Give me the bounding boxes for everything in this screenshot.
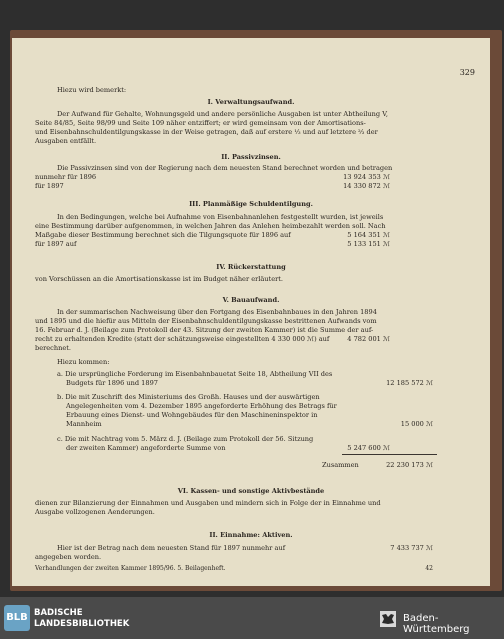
amount: 13 924 353 ℳ: [343, 173, 390, 181]
document-page: [12, 38, 490, 586]
body-line: Ausgabe vollzogenen Aenderungen.: [35, 508, 155, 516]
amount: 12 185 572 ℳ: [386, 379, 433, 387]
body-line: dienen zur Bilanzierung der Einnahmen und Ausgaben und mindern sich in Folge der in Einnahme und: [35, 499, 381, 507]
item-line: Mannheim: [66, 420, 102, 428]
body-line: für 1897 auf: [35, 240, 77, 248]
library-name-line-1: BADISCHE: [34, 608, 83, 618]
section-heading: II. Einnahme: Aktiven.: [209, 531, 293, 539]
section-heading: IV. Rückerstattung: [216, 263, 286, 271]
page-number: 329: [459, 68, 475, 77]
total-amount: 22 230 173 ℳ: [386, 461, 433, 469]
total-label: Zusammen: [322, 461, 359, 469]
section-heading: II. Passivzinsen.: [221, 153, 281, 161]
amount: 5 133 151 ℳ: [347, 240, 390, 248]
item-line: b. Die mit Zuschrift des Ministeriums des Großh. Hauses und der auswärtigen: [57, 393, 320, 401]
item-line: Angelegenheiten vom 4. Dezember 1895 angeforderte Erhöhung des Betrags für: [66, 402, 337, 410]
library-name-line-2: LANDESBIBLIOTHEK: [34, 619, 130, 629]
amount: 5 164 351 ℳ: [347, 231, 390, 239]
section-heading: III. Planmäßige Schuldentilgung.: [189, 200, 313, 208]
body-line: In der summarischen Nachweisung über den Fortgang des Eisenbahnbaues in den Jahren 1894: [57, 308, 377, 316]
body-line: angegeben worden.: [35, 553, 102, 561]
body-line: Der Aufwand für Gehalte, Wohnungsgeld und andere persönliche Ausgaben ist unter Abtheilung V,: [57, 110, 388, 118]
intro-text: Hiezu wird bemerkt:: [57, 86, 127, 94]
body-line: Seite 84/85, Seite 98/99 und Seite 109 näher entziffert; er wird gemeinsam von der Amortisations-: [35, 119, 366, 127]
body-line: und 1895 und die hiefür aus Mitteln der Eisenbahnschuldentilgungskasse bestrittenen Aufwands vom: [35, 317, 377, 325]
section-heading: VI. Kassen- und sonstige Aktivbestände: [177, 487, 325, 495]
state-name[interactable]: Baden-Württemberg: [403, 613, 470, 635]
body-line: für 1897: [35, 182, 64, 190]
amount: 7 433 737 ℳ: [390, 544, 433, 552]
body-line: recht zu erhaltenden Kredite (statt der schätzungsweise eingestellten 4 330 000 ℳ) auf: [35, 335, 330, 343]
body-line: In den Bedingungen, welche bei Aufnahme von Eisenbahnanlehen festgestellt wurden, ist jeweils: [57, 213, 384, 221]
body-line: nunmehr für 1896: [35, 173, 97, 181]
footer-line: Verhandlungen der zweiten Kammer 1895/96. 5. Beilagenheft.: [35, 565, 226, 572]
section-heading: V. Bauaufwand.: [222, 296, 280, 304]
body-line: von Vorschüssen an die Amortisationskasse ist im Budget näher erläutert.: [35, 275, 284, 283]
amount: 4 782 001 ℳ: [347, 335, 390, 343]
body-line: Die Passivzinsen sind von der Regierung nach dem neuesten Stand berechnet worden und betragen: [57, 164, 393, 172]
hiezu-label: Hiezu kommen:: [57, 358, 110, 366]
footer-number: 42: [425, 565, 433, 572]
body-line: 16. Februar d. J. (Beilage zum Protokoll der 43. Sitzung der zweiten Kammer) ist die Summe der auf-: [35, 326, 374, 334]
blb-logo-icon[interactable]: BLB: [4, 605, 30, 631]
item-line: a. Die ursprüngliche Forderung im Eisenbahnbauetat Seite 18, Abtheilung VII des: [57, 370, 333, 378]
item-line: der zweiten Kammer) angeforderte Summe von: [66, 444, 226, 452]
amount: 14 330 872 ℳ: [343, 182, 390, 190]
body-line: Hier ist der Betrag nach dem neuesten Stand für 1897 nunmehr auf: [57, 544, 286, 552]
sum-rule: [342, 454, 437, 455]
body-line: Ausgaben entfällt.: [35, 137, 97, 145]
section-heading: I. Verwaltungsaufwand.: [207, 98, 295, 106]
coat-of-arms-icon: [378, 609, 398, 629]
body-line: eine Bestimmung darüber aufgenommen, in welchen Jahren das Anlehen heimbezahlt werden soll. Nach: [35, 222, 386, 230]
item-line: Erbauung eines Dienst- und Wohngebäudes für den Maschineninspektor in: [66, 411, 318, 419]
amount: 15 000 ℳ: [400, 420, 433, 428]
body-line: Maßgabe dieser Bestimmung berechnet sich die Tilgungsquote für 1896 auf: [35, 231, 291, 239]
library-name[interactable]: [34, 608, 129, 630]
body-line: und Eisenbahnschuldentilgungskasse in der Weise getragen, daß auf erstere ¹⁄₃ und auf letztere ²⁄₃ der: [35, 128, 378, 136]
item-line: Budgets für 1896 und 1897: [66, 379, 158, 387]
body-line: berechnet.: [35, 344, 72, 352]
amount: 5 247 600 ℳ: [347, 444, 390, 452]
item-line: c. Die mit Nachtrag vom 5. März d. J. (Beilage zum Protokoll der 56. Sitzung: [57, 435, 314, 443]
